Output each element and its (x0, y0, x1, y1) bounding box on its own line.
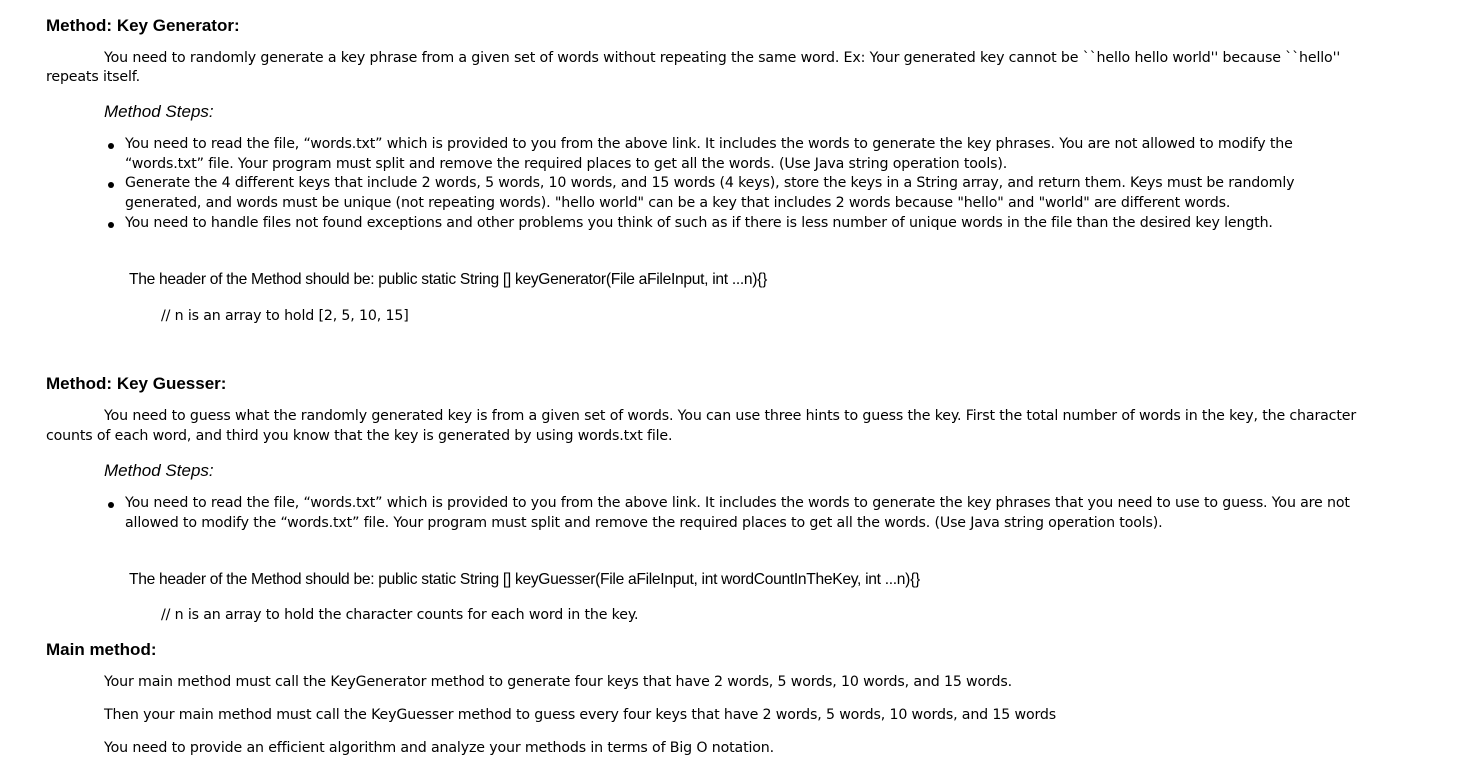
keyguess-bullet-1-line2: allowed to modify the “words.txt” file. Your program must split and remove the required places to get all the words. (Use Java string operation tools). (125, 515, 1163, 531)
keygen-comment: // n is an array to hold [2, 5, 10, 15] (161, 308, 409, 324)
main-line-2: Then your main method must call the KeyGuesser method to guess every four keys that have 2 words, 5 words, 10 words, and 15 words (104, 707, 1057, 723)
keyguess-intro-line1: You need to guess what the randomly generated key is from a given set of words. You can use three hints to guess the key. First the total number of words in the key, the character (104, 408, 1356, 424)
keygen-bullet-1-line1: You need to read the file, “words.txt” which is provided to you from the above link. It includes the words to generate the key phrases. You are not allowed to modify the (125, 136, 1293, 152)
bullet-icon (108, 502, 114, 508)
keygen-bullet-2-line1: Generate the 4 different keys that include 2 words, 5 words, 10 words, and 15 words (4 keys), store the keys in a String array, and return them. Keys must be randomly (125, 175, 1295, 191)
bullet-icon (108, 222, 114, 228)
main-title: Main method: (46, 640, 157, 659)
bullet-icon (108, 143, 114, 149)
keygen-bullet-3-line1: You need to handle files not found exceptions and other problems you think of such as if there is less number of unique words in the file than the desired key length. (125, 215, 1273, 231)
keyguess-comment: // n is an array to hold the character counts for each word in the key. (161, 607, 639, 623)
main-line-3: You need to provide an efficient algorithm and analyze your methods in terms of Big O notation. (104, 740, 775, 756)
keyguess-bullet-1-line1: You need to read the file, “words.txt” which is provided to you from the above link. It includes the words to generate the key phrases that you need to use to guess. You are not (125, 495, 1350, 511)
keygen-title: Method: Key Generator: (46, 16, 240, 35)
keygen-intro-line1: You need to randomly generate a key phrase from a given set of words without repeating the same word. Ex: Your generated key cannot be ``hello hello world'' because ``hello'' (104, 50, 1341, 66)
main-line-1: Your main method must call the KeyGenerator method to generate four keys that have 2 words, 5 words, 10 words, and 15 words. (104, 674, 1012, 690)
keyguess-steps-label: Method Steps: (104, 461, 214, 480)
keygen-bullet-2-line2: generated, and words must be unique (not repeating words). "hello world" can be a key that includes 2 words because "hello" and "world" are different words. (125, 195, 1231, 211)
keygen-steps-label: Method Steps: (104, 102, 214, 121)
keygen-intro-line2: repeats itself. (46, 69, 140, 85)
keygen-bullet-1-line2: “words.txt” file. Your program must split and remove the required places to get all the words. (Use Java string operation tools). (125, 156, 1008, 172)
keyguess-title: Method: Key Guesser: (46, 374, 227, 393)
keyguess-intro-line2: counts of each word, and third you know that the key is generated by using words.txt file. (46, 428, 673, 444)
bullet-icon (108, 182, 114, 188)
keyguess-method-header: The header of the Method should be: public static String [] keyGuesser(File aFileInput, int wordCountInTheKey, int ...n){} (129, 571, 920, 588)
keygen-method-header: The header of the Method should be: public static String [] keyGenerator(File aFileInput, int ...n){} (129, 271, 768, 288)
